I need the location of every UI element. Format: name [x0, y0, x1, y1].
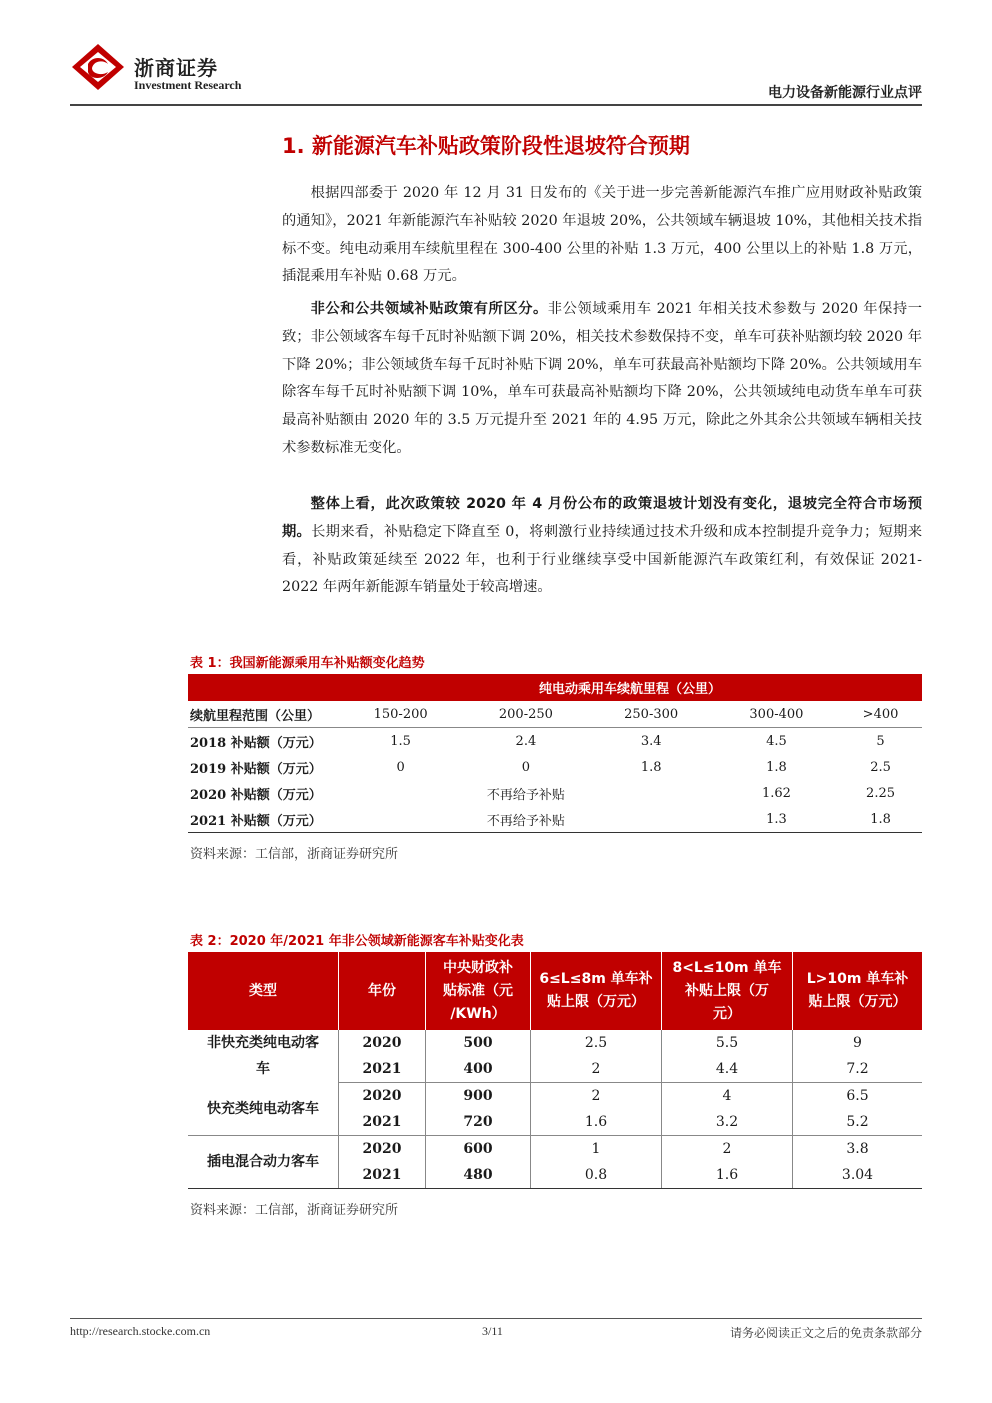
table-cell: 2.25	[866, 785, 895, 801]
standard-cell: 900	[426, 1083, 531, 1110]
standard-cell: 600	[426, 1136, 531, 1163]
row-group-type: 快充类纯电动客车	[188, 1083, 339, 1136]
paragraph-3-text: 长期来看，补贴稳定下降直至 0，将刺激行业持续通过技术升级和成本控制提升竞争力；短期来看，补贴政策延续至 2022 年，也利于行业继续享受中国新能源汽车政策红利，有效保证 2021-2022 年两年新能源车销量处于较高增速。	[282, 523, 922, 596]
bus-subsidy-table	[188, 952, 922, 1189]
paragraph-2-lead: 非公和公共领域补贴政策有所区分。	[310, 301, 548, 317]
standard-cell: 720	[426, 1109, 531, 1136]
table-cell: 1.8	[640, 759, 662, 775]
table-row	[188, 1030, 922, 1056]
year-cell: 2021	[339, 1162, 426, 1189]
zheshang-logo-icon	[70, 42, 126, 92]
table-cell: 0	[396, 759, 405, 775]
year-cell: 2020	[339, 1136, 426, 1163]
table-cell: 3.8	[846, 1141, 869, 1157]
range-cell: 200-250	[463, 701, 588, 728]
row-group-type: 非快充类纯电动客 车	[188, 1030, 339, 1083]
table-row	[188, 806, 922, 833]
merged-cell: 不再给予补贴	[486, 787, 565, 803]
footer-disclaimer: 请务必阅读正文之后的免责条款部分	[729, 1326, 922, 1340]
table-cell: 1.5	[390, 733, 411, 749]
standard-cell: 400	[426, 1056, 531, 1083]
table-cell: 1.8	[766, 759, 787, 775]
report-type-label: 电力设备新能源行业点评	[768, 85, 922, 101]
range-cell: 300-400	[714, 701, 839, 728]
table-cell: 4	[662, 1083, 793, 1110]
table-cell: 6.5	[846, 1088, 869, 1104]
table-2-source: 资料来源：工信部，浙商证券研究所	[190, 1203, 399, 1218]
standard-cell: 500	[426, 1030, 531, 1056]
table-cell: 2.5	[531, 1030, 662, 1056]
table-cell: 5.5	[662, 1030, 793, 1056]
table-cell: 2	[662, 1136, 793, 1163]
table-header-row	[188, 674, 922, 701]
table-cell: 3.4	[640, 733, 662, 749]
table-cell: 0.8	[531, 1162, 662, 1189]
footer-divider	[70, 1318, 922, 1319]
standard-cell: 480	[426, 1162, 531, 1189]
table-cell: 3.2	[662, 1109, 793, 1136]
table-cell: 2.5	[870, 759, 891, 775]
table-cell: 7.2	[793, 1056, 923, 1083]
year-cell: 2020	[339, 1083, 426, 1110]
table-cell: 2.4	[515, 733, 537, 749]
table-cell: 3.04	[793, 1162, 923, 1189]
section-title: 1. 新能源汽车补贴政策阶段性退坡符合预期	[282, 134, 690, 158]
paragraph-2	[282, 296, 922, 463]
table-1-title: 表 1：我国新能源乘用车补贴额变化趋势	[190, 656, 425, 671]
row-label: 2019 补贴额（万元）	[190, 761, 322, 777]
table-row	[188, 701, 922, 728]
table-header-row	[188, 952, 922, 1030]
paragraph-3-lead: 整体上看，此次政策较 2020 年 4 月份公布的政策退坡计划没有变化，退坡完全符合市场预期。	[282, 496, 922, 540]
page-header	[70, 42, 922, 104]
paragraph-3	[282, 491, 922, 602]
table-cell: 1.8	[839, 806, 922, 833]
table-cell: 1	[531, 1136, 662, 1163]
header-8-10m: 8<L≤10m 单车 补贴上限（万 元）	[662, 952, 793, 1030]
merged-cell: 不再给予补贴	[338, 806, 714, 833]
table-row	[188, 780, 922, 806]
range-cell: 150-200	[338, 701, 463, 728]
row-group-type: 插电混合动力客车	[188, 1136, 339, 1189]
table-2-title: 表 2：2020 年/2021 年非公领域新能源客车补贴变化表	[190, 934, 524, 949]
table-cell: 5.2	[793, 1109, 923, 1136]
paragraph-1	[282, 180, 922, 291]
passenger-car-subsidy-table	[188, 674, 922, 833]
table-row	[188, 754, 922, 780]
table-cell: 2	[531, 1083, 662, 1110]
footer-url-link[interactable]: http://research.stocke.com.cn	[70, 1324, 211, 1338]
year-cell: 2021	[339, 1109, 426, 1136]
logo-text-en: Investment Research	[134, 78, 242, 92]
range-cell: >400	[839, 701, 922, 728]
logo-text-cn: 浙商证券	[134, 56, 218, 80]
table-1-source: 资料来源：工信部，浙商证券研究所	[190, 847, 399, 862]
table-cell: 9	[853, 1035, 862, 1051]
header-type: 类型	[188, 952, 339, 1030]
table-cell: 4.5	[766, 733, 787, 749]
year-cell: 2020	[339, 1030, 426, 1056]
row-label: 2021 补贴额（万元）	[188, 806, 338, 833]
table-cell: 1.3	[714, 806, 839, 833]
row-label: 2018 补贴额（万元）	[190, 735, 322, 751]
table-cell: 5	[876, 733, 885, 749]
table-cell: 2	[531, 1056, 662, 1083]
table-cell: 1.62	[761, 785, 791, 801]
row-label: 2020 补贴额（万元）	[190, 787, 322, 803]
page-number: 3/11	[482, 1324, 503, 1338]
paragraph-1-text: 根据四部委于 2020 年 12 月 31 日发布的《关于进一步完善新能源汽车推广应用财政补贴政策的通知》，2021 年新能源汽车补贴较 2020 年退坡 20%，公共领域车辆退坡 10%，其他相关技术指标不变。纯电动乘用车续航里程在 300-400 公里的补贴 1.3 万元，400 公里以上的补贴 1.8 万元，插混乘用车补贴 0.68 万元。	[282, 185, 922, 285]
range-cell: 250-300	[589, 701, 714, 728]
range-group-header: 纯电动乘用车续航里程（公里）	[338, 674, 922, 701]
paragraph-2-text: 非公领域乘用车 2021 年相关技术参数与 2020 年保持一致；非公领域客车每千瓦时补贴额下调 20%，相关技术参数保持不变，单车可获补贴额均较 2020 年下降 20%；非公领域货车每千瓦时补贴下调 20%，单车可获最高补贴额均下降 20%。公共领域用车除客车每千瓦时补贴额下调 10%，单车可获最高补贴额均下降 20%，公共领域纯电动货车单车可获最高补贴额由 2020 年的 3.5 万元提升至 2021 年的 4.95 万元，除此之外其余公共领域车辆相关技术参数标准无变化。	[282, 301, 922, 456]
table-cell: 1.6	[662, 1162, 793, 1189]
header-divider	[70, 104, 922, 106]
header-over-10m: L>10m 单车补 贴上限（万元）	[793, 952, 923, 1030]
header-year: 年份	[339, 952, 426, 1030]
header-6-8m: 6≤L≤8m 单车补 贴上限（万元）	[531, 952, 662, 1030]
table-row	[188, 728, 922, 755]
table-cell: 4.4	[662, 1056, 793, 1083]
range-label: 续航里程范围（公里）	[188, 701, 338, 728]
table-row	[188, 1083, 922, 1110]
table-cell: 1.6	[531, 1109, 662, 1136]
table-row	[188, 1136, 922, 1163]
header-central-standard: 中央财政补 贴标准（元 /KWh）	[426, 952, 531, 1030]
table-cell: 0	[521, 759, 531, 775]
year-cell: 2021	[339, 1056, 426, 1083]
